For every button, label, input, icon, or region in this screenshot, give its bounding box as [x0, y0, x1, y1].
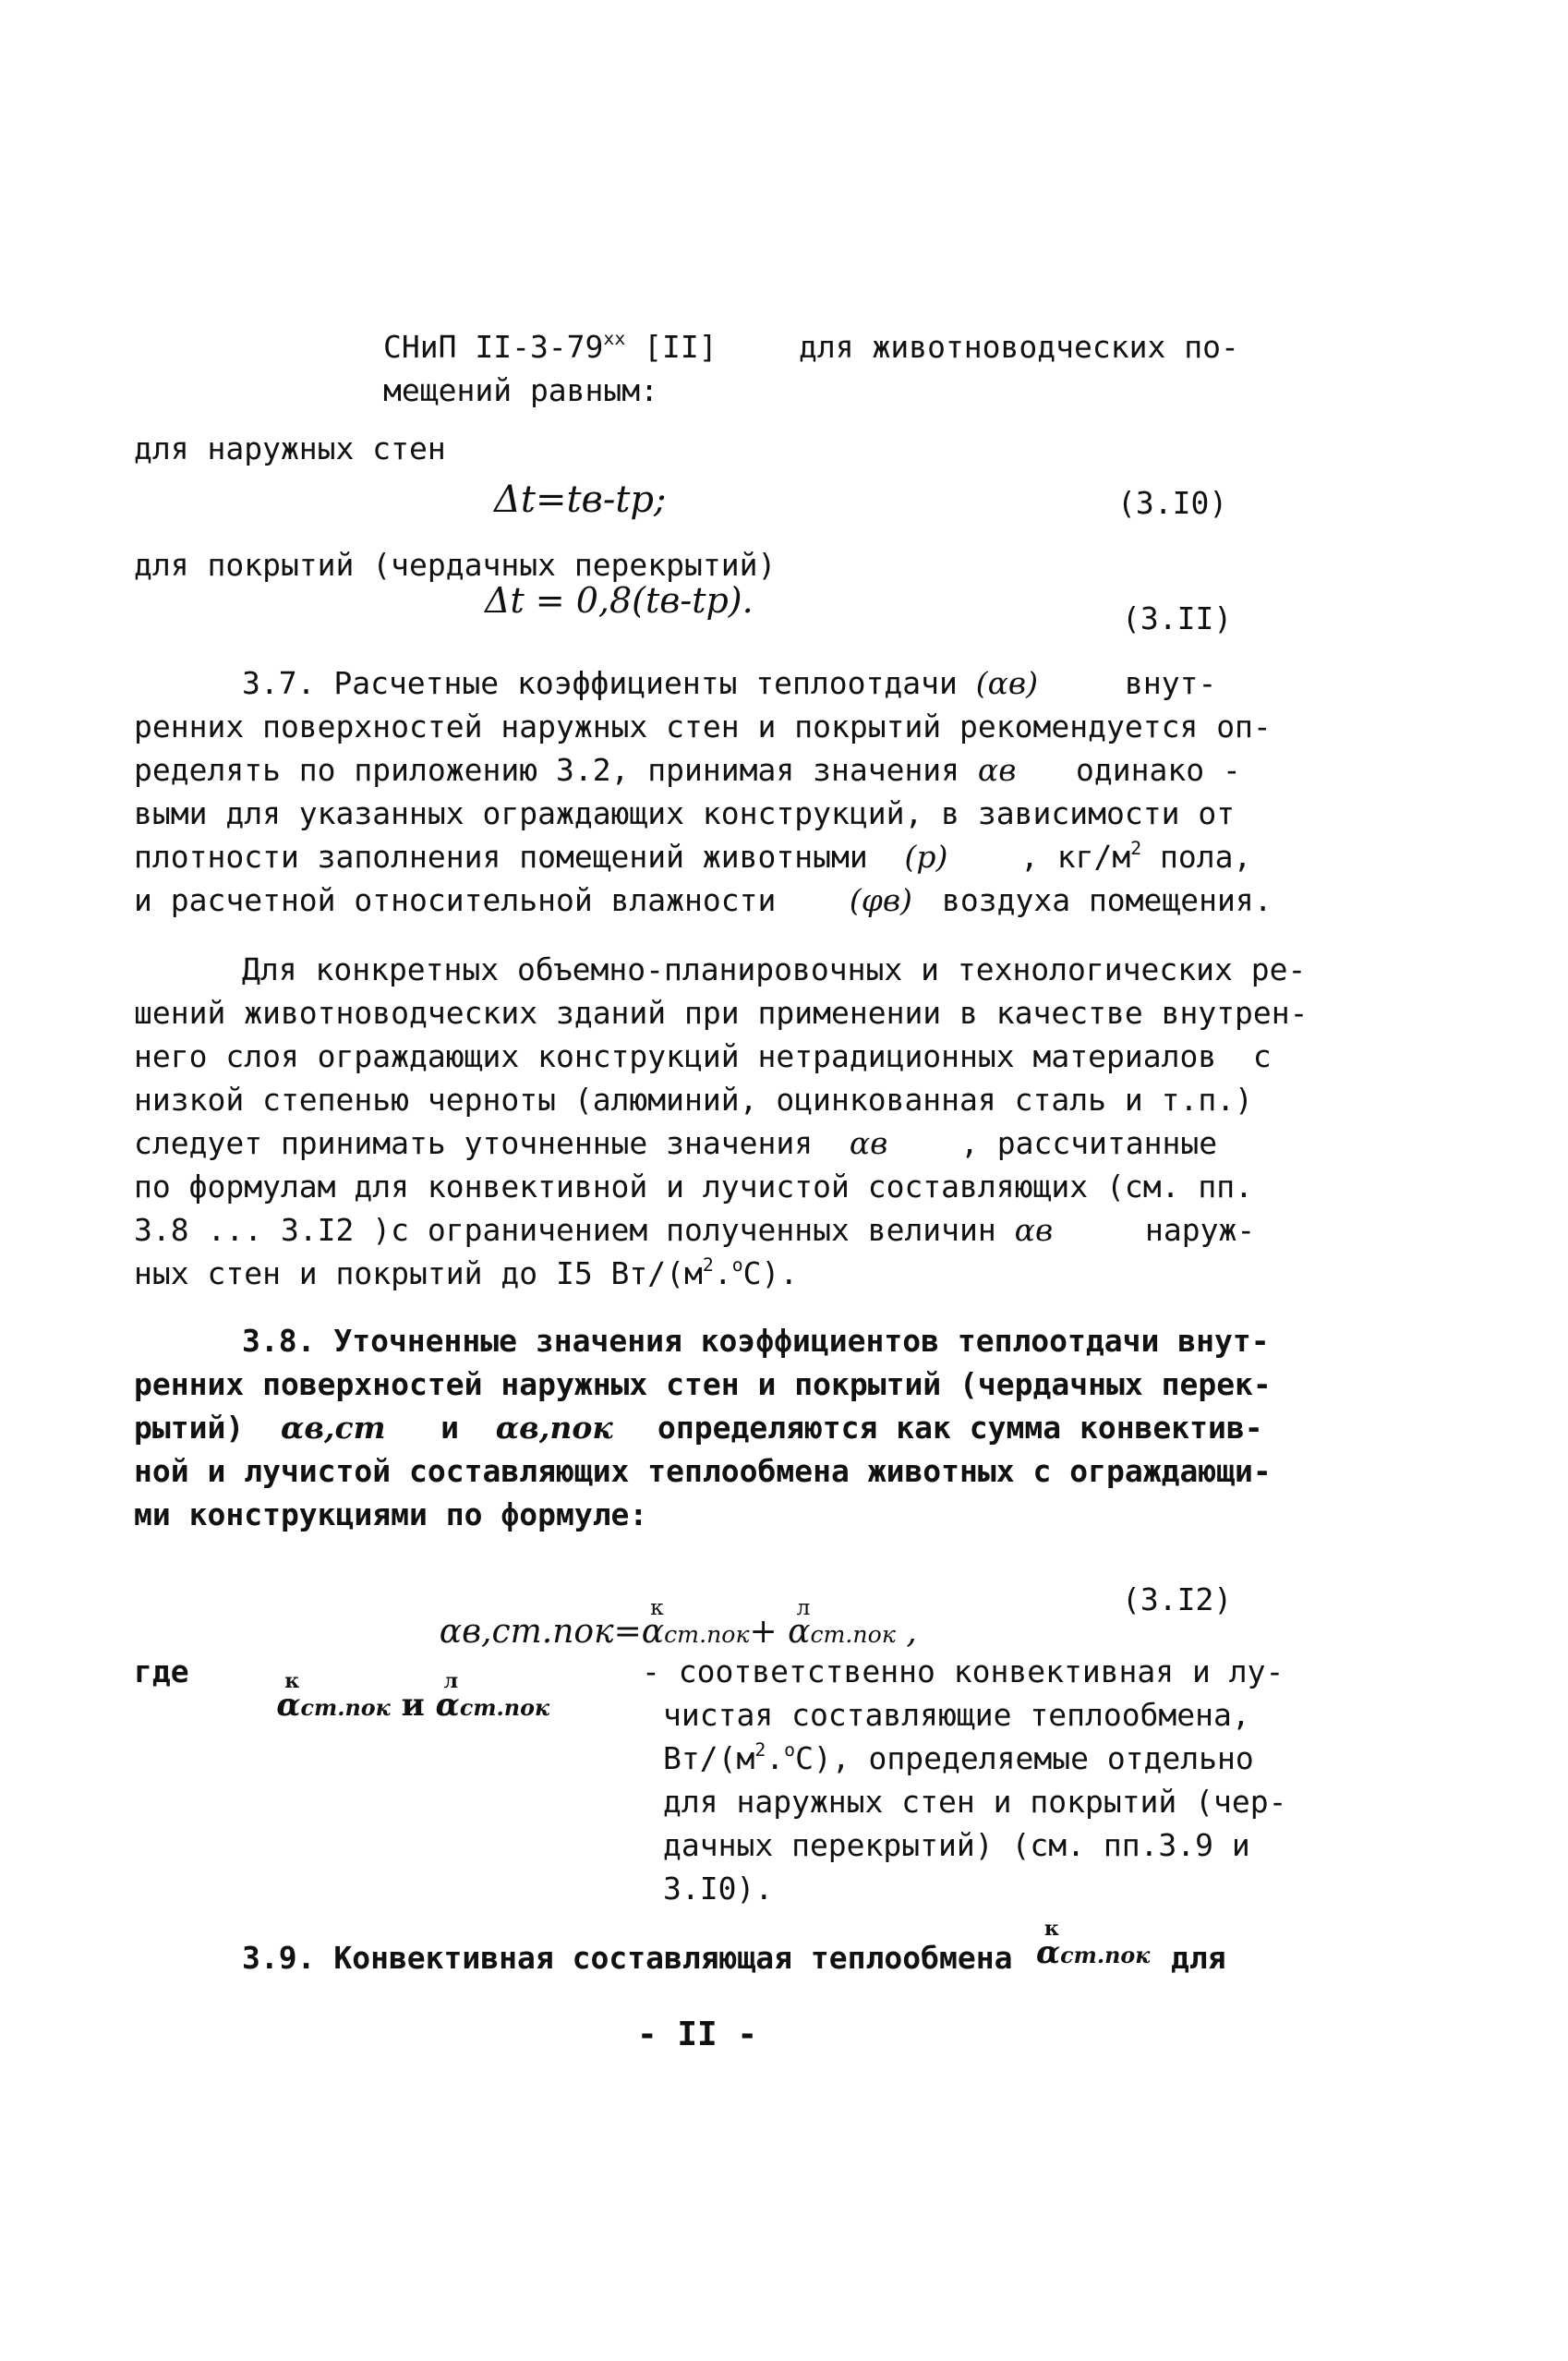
subscript-st-pok: ст.пок — [664, 1621, 750, 1648]
where-line-3-text: С), определяемые отдельно — [795, 1740, 1254, 1776]
snip-reference: СНиП II-3-79 — [383, 329, 604, 365]
superscript-l: л — [443, 1669, 459, 1694]
phi-v-symbol: (φв) — [849, 882, 912, 918]
p37-line-1 — [242, 665, 1038, 702]
superscript-k: к — [650, 1594, 664, 1621]
conjunction: и — [440, 1410, 460, 1446]
subscript-st-pok: ст.пок — [459, 1695, 550, 1721]
p37-line-1-text: 3.7. Расчетные коэффициенты теплоотдачи — [242, 665, 958, 701]
p37-line-5 — [134, 839, 947, 876]
p39-alpha-convective — [1036, 1917, 1151, 1971]
conjunction: и — [401, 1687, 425, 1724]
unit-dot: . — [713, 1255, 732, 1291]
where-symbols — [233, 1650, 549, 1761]
roof-label: для покрытий (чердачных перекрытий) — [134, 547, 777, 583]
alpha-v-symbol: αв — [977, 752, 1017, 788]
header-line-2: мещений равным: — [383, 372, 659, 408]
alpha-glyph: α — [641, 1613, 665, 1651]
superscript-l: л — [796, 1594, 811, 1621]
alpha-v-symbol: (αв) — [975, 665, 1038, 701]
where-label: где — [134, 1653, 189, 1689]
p37b-line-7-text: 3.8 ... 3.I2 )с ограничением полученных величин — [134, 1212, 996, 1248]
degree-superscript: о — [731, 1254, 743, 1277]
superscript-k: к — [1043, 1917, 1059, 1942]
header-line-1-end: для животноводческих по- — [799, 329, 1239, 365]
equation-number-3-11: (3.II) — [1122, 600, 1233, 636]
alpha-radiant — [435, 1669, 460, 1724]
where-line-4: для наружных стен и покрытий (чер- — [663, 1784, 1287, 1820]
p37b-line-5-end: , рассчитанные — [960, 1125, 1218, 1161]
superscript-k: к — [284, 1669, 300, 1694]
unit-superscript: 2 — [702, 1254, 714, 1277]
unit-dot: . — [766, 1740, 785, 1776]
p37-line-6-end: воздуха помещения. — [942, 882, 1272, 918]
equation-number-3-10: (3.I0) — [1117, 485, 1228, 521]
unit-text: Вт/(м — [663, 1740, 755, 1776]
p37b-line-1: Для конкретных объемно-планировочных и технологических ре- — [242, 951, 1307, 987]
p37b-line-2: шений животноводческих зданий при применении в качестве внутрен- — [134, 995, 1309, 1031]
citation-ref: [II] — [625, 329, 718, 365]
p38-line-4: ной и лучистой составляющих теплообмена животных с ограждающи- — [134, 1453, 1272, 1489]
p37b-line-4: низкой степенью черноты (алюминий, оцинкованная сталь и т.п.) — [134, 1082, 1253, 1118]
alpha-radiant — [788, 1594, 811, 1651]
eq312-comma: , — [895, 1613, 917, 1651]
alpha-v-st-symbol: αв,ст — [280, 1410, 386, 1446]
where-line-3 — [663, 1740, 1254, 1777]
p38-line-3 — [134, 1410, 613, 1447]
eq312-lhs: αв,ст.пок= — [439, 1613, 642, 1651]
p37-line-1-end: внут- — [1125, 665, 1217, 701]
alpha-convective — [1036, 1917, 1061, 1971]
p37-line-5-text: плотности заполнения помещений животными — [134, 839, 868, 875]
p37b-line-3: него слоя ограждающих конструкций нетрадиционных материалов с — [134, 1038, 1272, 1074]
rho-symbol: (р) — [904, 839, 948, 875]
p37-line-4: выми для указанных ограждающих конструкций, в зависимости от — [134, 795, 1236, 831]
p37b-line-5 — [134, 1125, 887, 1162]
p37b-line-6: по формулам для конвективной и лучистой составляющих (см. пп. — [134, 1168, 1253, 1205]
p38-line-3-text: рытий) — [134, 1410, 245, 1446]
where-line-2: чистая составляющие теплообмена, — [663, 1697, 1250, 1733]
p37-line-2: ренних поверхностей наружных стен и покрытий рекомендуется оп- — [134, 708, 1272, 745]
p38-line-5: ми конструкциями по формуле: — [134, 1496, 648, 1532]
alpha-glyph: α — [435, 1687, 460, 1724]
alpha-convective — [276, 1669, 301, 1724]
p37b-line-5-text: следует принимать уточненные значения — [134, 1125, 814, 1161]
page-number: - II - — [637, 2016, 758, 2053]
p37b-line-8-text: ных стен и покрытий до I5 Вт/(м — [134, 1255, 703, 1291]
p37-line-3-end: одинако - — [1076, 752, 1241, 788]
p37-line-5-end — [1020, 839, 1251, 876]
subscript-st-pok: ст.пок — [300, 1695, 391, 1721]
alpha-glyph: α — [1036, 1934, 1061, 1971]
unit-kg-m2: , кг/м — [1020, 839, 1131, 875]
degree-superscript: о — [784, 1739, 796, 1762]
unit-superscript: 2 — [1130, 838, 1142, 860]
unit-superscript: 2 — [754, 1739, 766, 1762]
equation-3-10: Δt=tв-tр; — [494, 478, 667, 521]
header-line-1 — [383, 329, 718, 366]
p39-line-1-end: для — [1171, 1940, 1226, 1976]
where-line-1: - соответственно конвективная и лу- — [642, 1653, 1285, 1689]
where-line-6: 3.I0). — [663, 1871, 774, 1907]
p38-line-1: 3.8. Уточненные значения коэффициентов теплоотдачи внут- — [242, 1323, 1270, 1359]
p39-line-1: 3.9. Конвективная составляющая теплообмена — [242, 1940, 1013, 1976]
walls-label: для наружных стен — [134, 430, 446, 466]
where-line-5: дачных перекрытий) (см. пп.3.9 и — [663, 1827, 1250, 1863]
equation-number-3-12: (3.I2) — [1122, 1581, 1233, 1617]
alpha-v-pok-symbol: αв,пок — [495, 1410, 613, 1446]
p38-line-3-end: определяются как сумма конвектив- — [657, 1410, 1263, 1446]
p37b-line-7 — [134, 1212, 1053, 1249]
p37b-line-7-end: наруж- — [1145, 1212, 1256, 1248]
unit-end: С). — [742, 1255, 799, 1291]
alpha-glyph: α — [788, 1613, 811, 1651]
p37-line-3 — [134, 752, 1016, 789]
p38-line-2: ренних поверхностей наружных стен и покрытий (чердачных перек- — [134, 1366, 1272, 1402]
alpha-v-symbol: αв — [1014, 1212, 1054, 1248]
subscript-st-pok: ст.пок — [1060, 1943, 1151, 1968]
snip-superscript: хх — [603, 328, 626, 350]
alpha-glyph: α — [276, 1687, 301, 1724]
alpha-v-symbol: αв — [849, 1125, 888, 1161]
unit-suffix: пола, — [1141, 839, 1252, 875]
p37-line-3-text: ределять по приложению 3.2, принимая значения — [134, 752, 960, 788]
plus-sign: + — [749, 1613, 789, 1651]
p37b-line-8 — [134, 1255, 798, 1292]
p37-line-6-text: и расчетной относительной влажности — [134, 882, 777, 918]
alpha-convective — [641, 1594, 665, 1651]
p37-line-6 — [134, 882, 912, 919]
equation-3-11: Δt = 0,8(tв-tр). — [485, 580, 754, 621]
subscript-st-pok: ст.пок — [810, 1621, 896, 1648]
